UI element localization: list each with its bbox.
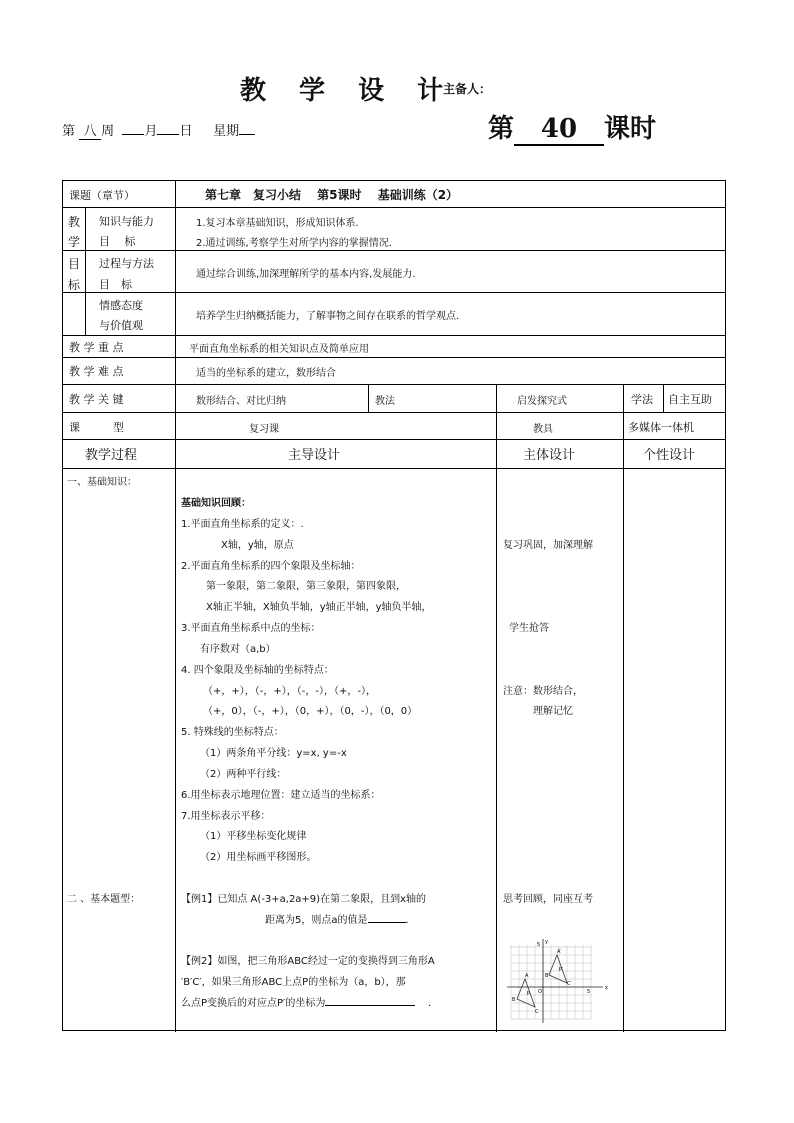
answer-blank[interactable] bbox=[325, 1005, 415, 1006]
review-line: 7.用坐标表示平移： bbox=[181, 811, 271, 822]
review-line: X轴，y轴，原点 bbox=[221, 540, 294, 551]
section-basic-knowledge: 一、基础知识： bbox=[67, 477, 137, 488]
col-line bbox=[175, 181, 176, 207]
preparer-label: 主备人： bbox=[443, 82, 492, 96]
col-line bbox=[85, 207, 86, 335]
crux-label: 教 学 关 键 bbox=[69, 393, 124, 406]
row-line bbox=[63, 335, 725, 336]
figure-label: 5 bbox=[587, 989, 591, 995]
example2-line: ′B′C′，如果三角形ABC上点P的坐标为（a，b），那 bbox=[181, 977, 406, 988]
col-line bbox=[175, 335, 176, 439]
month-label: 月 bbox=[144, 124, 158, 139]
knowledge-label: 目 标 bbox=[99, 235, 136, 248]
process-label: 过程与方法 bbox=[99, 257, 154, 270]
row-line bbox=[63, 468, 725, 469]
key-label: 教 学 重 点 bbox=[69, 341, 124, 354]
goals-char: 教 bbox=[68, 215, 81, 229]
week-label: 周 bbox=[101, 124, 115, 139]
example1-line: 【例1】已知点 A(-3+a,2a+9)在第二象限，且到x轴的 bbox=[181, 894, 426, 905]
difficulty-label: 教 学 难 点 bbox=[69, 365, 124, 378]
date-line bbox=[62, 120, 255, 140]
tools-value: 多媒体一体机 bbox=[628, 421, 694, 434]
day-blank bbox=[157, 134, 179, 135]
lesson-value: 40 bbox=[514, 114, 604, 146]
tools-label: 教具 bbox=[533, 424, 553, 435]
review-line: 第一象限，第二象限，第三象限，第四象限， bbox=[206, 581, 406, 592]
example1-end: . bbox=[405, 915, 409, 926]
row-line bbox=[63, 384, 725, 385]
process-label: 目 标 bbox=[99, 278, 132, 291]
y-axis-label: y bbox=[545, 939, 548, 945]
coordinate-figure bbox=[507, 937, 611, 1023]
type-label: 课 型 bbox=[69, 421, 124, 434]
student-note: 复习巩固，加深理解 bbox=[503, 540, 593, 551]
review-line: 6.用坐标表示地理位置：建立适当的坐标系： bbox=[181, 790, 381, 801]
col-line bbox=[175, 207, 176, 335]
review-line: 2.平面直角坐标系的四个象限及坐标轴： bbox=[181, 561, 361, 572]
learning-method-value: 自主互助 bbox=[668, 393, 712, 406]
weekday-blank bbox=[239, 134, 255, 135]
review-line: （+，+），（-，+），（-，-），（+，-）， bbox=[203, 686, 376, 697]
row-line bbox=[63, 292, 725, 293]
example2-line: 【例2】如图，把三角形ABC经过一定的变换得到三角形A bbox=[181, 956, 435, 967]
knowledge-item: 1.复习本章基础知识，形成知识体系. bbox=[196, 218, 359, 229]
col-process-header: 教学过程 bbox=[85, 448, 138, 463]
month-blank bbox=[122, 134, 144, 135]
knowledge-label: 知识与能力 bbox=[99, 215, 154, 228]
example2-text: 么点P变换后的对应点P′的坐标为 bbox=[181, 998, 326, 1009]
col-line bbox=[175, 439, 176, 1032]
crux-text: 数形结合、对比归纳 bbox=[196, 396, 286, 407]
student-note: 注意：数形结合， bbox=[503, 686, 583, 697]
x-axis-label: x bbox=[605, 985, 608, 991]
figure-label: B′ bbox=[545, 973, 550, 979]
topic-label: 课题（章节） bbox=[69, 189, 135, 202]
figure-label: O bbox=[538, 989, 542, 995]
lesson-table bbox=[62, 180, 726, 1031]
lesson-prefix: 第 bbox=[488, 114, 515, 144]
review-line: 5. 特殊线的坐标特点： bbox=[181, 727, 284, 738]
col-line bbox=[368, 384, 369, 412]
week-value: 八 bbox=[79, 120, 101, 140]
day-label: 日 bbox=[179, 124, 193, 139]
figure-label: B bbox=[512, 997, 516, 1003]
review-line: （2）用坐标画平移图形。 bbox=[200, 852, 317, 863]
review-line: （2）两种平行线： bbox=[200, 769, 287, 780]
example1-text: 距离为5，则点a的值是 bbox=[265, 915, 368, 926]
review-line: （1）两条角平分线：y=x, y=-x bbox=[200, 748, 347, 759]
key-text: 平面直角坐标系的相关知识点及简单应用 bbox=[189, 344, 369, 355]
row-line bbox=[63, 439, 725, 440]
col-line bbox=[623, 384, 624, 439]
goals-char: 目 bbox=[68, 257, 81, 271]
col-line bbox=[623, 439, 624, 1032]
knowledge-item: 2.通过训练,考察学生对所学内容的掌握情况. bbox=[196, 238, 392, 249]
type-value: 复习课 bbox=[249, 424, 279, 435]
example2-line bbox=[181, 994, 438, 1009]
week-prefix: 第 bbox=[62, 124, 76, 139]
review-line: X轴正半轴，X轴负半轴，y轴正半轴，y轴负半轴， bbox=[206, 602, 432, 613]
review-line: 1.平面直角坐标系的定义：. bbox=[181, 519, 304, 530]
col-line bbox=[496, 439, 497, 1032]
student-note: 思考回顾，同座互考 bbox=[503, 894, 593, 905]
student-note: 理解记忆 bbox=[533, 706, 573, 717]
row-line bbox=[63, 250, 725, 251]
topic-value: 第七章 复习小结 第5课时 基础训练（2） bbox=[205, 188, 459, 202]
figure-label: A bbox=[525, 973, 529, 979]
col-main-header: 主体设计 bbox=[523, 448, 576, 463]
emotion-label: 与价值观 bbox=[99, 319, 143, 332]
emotion-label: 情感态度 bbox=[99, 299, 143, 312]
review-line: （1）平移坐标变化规律 bbox=[200, 831, 307, 842]
col-line bbox=[496, 384, 497, 439]
goals-char: 标 bbox=[68, 278, 81, 292]
section-basic-problems: 二 、基本题型： bbox=[67, 894, 141, 905]
figure-label: 5 bbox=[537, 942, 541, 948]
row-line bbox=[63, 207, 725, 208]
row-line bbox=[63, 412, 725, 413]
answer-blank[interactable] bbox=[368, 922, 406, 923]
page-title: 教 学 设 计 bbox=[240, 76, 456, 106]
lesson-suffix: 课时 bbox=[604, 114, 657, 144]
teaching-method-label: 教法 bbox=[375, 396, 395, 407]
lesson-number bbox=[488, 108, 656, 146]
student-note: 学生抢答 bbox=[509, 623, 549, 634]
emotion-text: 培养学生归纳概括能力，了解事物之间存在联系的哲学观点. bbox=[196, 311, 460, 322]
example1-line bbox=[265, 911, 409, 926]
figure-label: P bbox=[527, 991, 531, 997]
review-line: （+，0），（-，+），（0，+），（0，-），（0，0） bbox=[203, 706, 418, 717]
weekday-label: 星期 bbox=[213, 124, 240, 139]
review-line: 有序数对（a,b） bbox=[200, 644, 276, 655]
teaching-method-value: 启发探究式 bbox=[517, 396, 567, 407]
review-line: 3.平面直角坐标系中点的坐标： bbox=[181, 623, 321, 634]
difficulty-text: 适当的坐标系的建立，数形结合 bbox=[196, 368, 336, 379]
goals-char: 学 bbox=[68, 235, 81, 249]
figure-label: P′ bbox=[559, 967, 564, 973]
figure-label: C bbox=[535, 1009, 539, 1015]
figure-label: C′ bbox=[567, 981, 572, 987]
col-line bbox=[663, 384, 664, 412]
col-personal-header: 个性设计 bbox=[643, 448, 696, 463]
example2-end: ． bbox=[428, 998, 439, 1009]
col-lead-header: 主导设计 bbox=[288, 448, 341, 463]
learning-method-label: 学法 bbox=[631, 393, 653, 406]
figure-grid bbox=[511, 945, 591, 1019]
row-line bbox=[63, 357, 725, 358]
review-line: 4. 四个象限及坐标轴的坐标特点： bbox=[181, 665, 334, 676]
figure-label: A′ bbox=[557, 949, 562, 955]
process-text: 通过综合训练,加深理解所学的基本内容,发展能力. bbox=[196, 269, 416, 280]
review-title: 基础知识回顾： bbox=[181, 498, 251, 509]
